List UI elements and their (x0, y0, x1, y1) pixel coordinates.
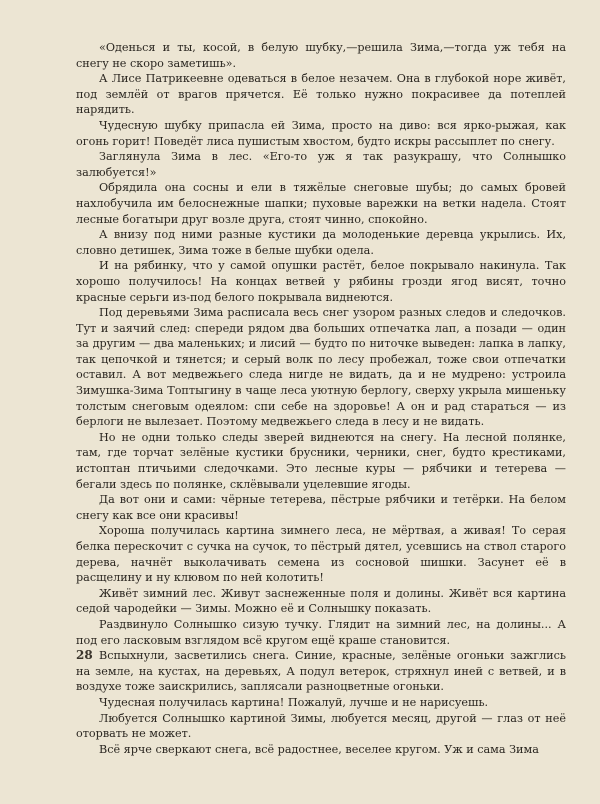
paragraph: А внизу под ними разные кустики да молоденькие деревца укрылись. Их, словно детишек, Зима тоже в белые шубки одела. (76, 228, 566, 257)
paragraph: Любуется Солнышко картиной Зимы, любуется месяц, другой — глаз от неё оторвать не может. (76, 711, 566, 741)
paragraph: Всё ярче сверкают снега, всё радостнее, веселее кругом. Уж и сама Зима (99, 742, 539, 756)
paragraph: Вспыхнули, засветились снега. Синие, красные, зелёные огоньки зажглись на земле, на кустах, на деревьях, А подул ветерок, стряхнул иней с ветвей, и в воздухе тоже заискрились, заплясали разноцветные огоньки. (76, 649, 566, 694)
paragraph: Раздвинуло Солнышко сизую тучку. Глядит на зимний лес, на долины... А под его ласковым взглядом всё кругом ещё краше становится. (76, 617, 566, 647)
body-text (76, 40, 566, 757)
paragraph: Хороша получилась картина зимнего леса, не мёртвая, а живая! То серая белка перескочит с сучка на сучок, то пёстрый дятел, усевшись на ствол старого дерева, начнёт выколачивать семена из сосновой шишки. Засунет её в расщелину и ну клювом по ней колотить! (76, 524, 566, 585)
paragraph: Живёт зимний лес. Живут заснеженные поля и долины. Живёт вся картина седой чародейки — Зимы. Можно её и Солнышку показать. (76, 586, 566, 616)
page-number: 28 (76, 648, 93, 662)
paragraph: Да вот они и сами: чёрные тетерева, пёстрые рябчики и тетёрки. На белом снегу как все они красивы! (76, 493, 566, 522)
paragraph: Чудесная получилась картина! Пожалуй, лучше и не нарисуешь. (99, 695, 489, 709)
paragraph: Чудесную шубку припасла ей Зима, просто на диво: вся ярко-рыжая, как огонь горит! Поведёт лиса пушистым хвостом, будто искры рассыплет по снегу. (76, 118, 566, 148)
paragraph: Заглянула Зима в лес. «Его-то уж я так разукрашу, что Солнышко залюбуется!» (76, 150, 566, 179)
paragraph: Под деревьями Зима расписала весь снег узором разных следов и следочков. Тут и заячий след: спереди рядом два больших отпечатка лап, а позади — один за другим — два маленьких; и лисий — будто по ниточке выведен: лапка в лапку, так цепочкой и тянется; и серый волк по лесу пробежал, тоже свои отпечатки оставил. А вот медвежьего следа нигде не видать, да и не мудрено: устроила Зимушка-Зима Топтыгину в чаще леса уютную берлогу, сверху укрыла мишеньку толстым снеговым одеялом: спи себе на здоровье! А он и рад стараться — из берлоги не вылезает. Поэтому медвежьего следа в лесу и не видать. (76, 306, 566, 429)
paragraph: И на рябинку, что у самой опушки растёт, белое покрывало накинула. Так хорошо получилось! На концах ветвей у рябины грозди ягод висят, точно красные серьги из-под белого покрывала виднеются. (76, 259, 566, 304)
paragraph: Но не одни только следы зверей виднеются на снегу. На лесной полянке, там, где торчат зелёные кустики брусники, черники, снег, будто крестиками, истоптан птичьими следочками. Это лесные куры — рябчики и тетерева — бегали здесь по полянке, склёвывали уцелевшие ягоды. (76, 430, 566, 491)
paragraph: «Оденься и ты, косой, в белую шубку,—решила Зима,—тогда уж тебя на снегу не скоро заметишь». (76, 41, 566, 70)
paragraph: А Лисе Патрикеевне одеваться в белое незачем. Она в глубокой норе живёт, под землёй от врагов прячется. Её только нужно покрасивее да потеплей нарядить. (76, 72, 566, 117)
paragraph: Обрядила она сосны и ели в тяжёлые снеговые шубы; до самых бровей нахлобучила им белоснежные шапки; пуховые варежки на ветки надела. Стоят лесные богатыри друг возле друга, стоят чинно, спокойно. (76, 181, 566, 226)
